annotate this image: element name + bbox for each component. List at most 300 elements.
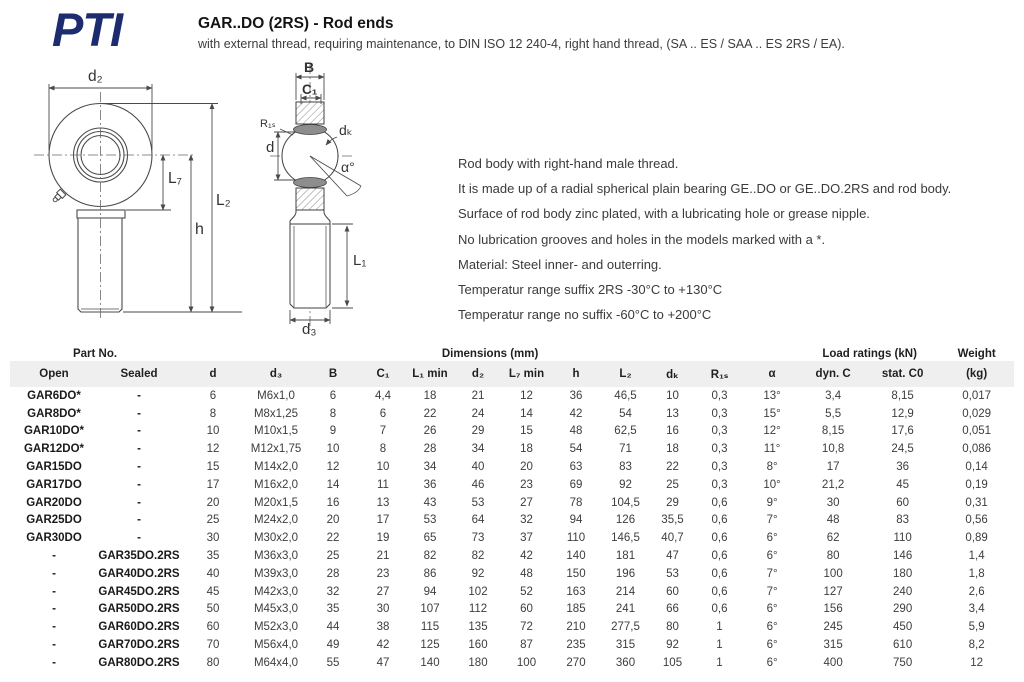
table-cell: 94 xyxy=(569,514,583,527)
table-cell: 100 xyxy=(516,656,537,669)
table-cell: 21 xyxy=(376,550,390,563)
table-cell: 235 xyxy=(566,639,586,652)
table-cell: 22 xyxy=(666,461,679,474)
part-number-cell: - xyxy=(137,461,141,474)
table-cell: 21,2 xyxy=(821,478,845,491)
table-cell: 240 xyxy=(893,585,913,598)
front-view-drawing xyxy=(30,60,270,330)
table-cell: 28 xyxy=(326,567,340,580)
table-cell: 12,9 xyxy=(891,407,914,420)
dim-label-d3: d₃ xyxy=(302,321,317,337)
table-row xyxy=(10,565,1014,583)
table-cell: 8,15 xyxy=(891,389,914,402)
table-cell: 78 xyxy=(569,496,583,509)
table-cell: 27 xyxy=(376,585,390,598)
table-cell: 42 xyxy=(569,407,583,420)
table-cell: 46 xyxy=(471,478,485,491)
dim-label-d: d xyxy=(266,139,275,156)
table-cell: 0,086 xyxy=(962,443,992,456)
table-cell: 18 xyxy=(666,443,679,456)
table-cell: 180 xyxy=(893,567,913,580)
table-cell: 7 xyxy=(379,425,387,438)
table-column-header: dₖ xyxy=(650,361,695,387)
part-number-cell: - xyxy=(52,639,56,652)
table-cell: 45 xyxy=(896,478,910,491)
table-cell: 46,5 xyxy=(614,389,637,402)
table-cell: 92 xyxy=(619,478,632,491)
table-cell: 65 xyxy=(423,532,437,545)
table-column-header: stat. C0 xyxy=(866,361,939,387)
table-cell: 214 xyxy=(615,585,636,598)
table-row xyxy=(10,440,1014,458)
table-cell: 0,6 xyxy=(711,567,728,580)
table-cell: 52 xyxy=(520,585,533,598)
table-cell: 6° xyxy=(766,656,778,669)
table-cell: 6° xyxy=(766,532,778,545)
part-number-cell: GAR30DO xyxy=(26,532,82,545)
table-cell: 6 xyxy=(329,389,337,402)
table-cell: 83 xyxy=(896,514,910,527)
table-cell: 17 xyxy=(376,514,390,527)
table-cell: 94 xyxy=(423,585,437,598)
description-line: Material: Steel inner- and outerring. xyxy=(458,256,662,272)
table-column-header: d₃ xyxy=(246,361,306,387)
table-cell: 80 xyxy=(206,656,220,669)
table-cell: 0,3 xyxy=(711,389,728,402)
table-cell: 8 xyxy=(329,407,337,420)
table-cell: 0,3 xyxy=(711,478,728,491)
table-column-header: L₁ min xyxy=(406,361,454,387)
table-cell: M20x1,5 xyxy=(253,496,299,509)
table-group-header: Dimensions (mm) xyxy=(180,346,800,361)
table-cell: 6° xyxy=(766,639,778,652)
table-cell: 0,19 xyxy=(965,478,988,491)
table-cell: M6x1,0 xyxy=(257,389,295,402)
table-cell: 10 xyxy=(666,389,679,402)
table-cell: 43 xyxy=(423,496,437,509)
table-cell: 18 xyxy=(520,443,533,456)
specs-table-body xyxy=(10,387,1014,672)
table-cell: 8 xyxy=(379,443,387,456)
table-cell: 40 xyxy=(471,461,485,474)
dim-label-L1: L₁ xyxy=(353,252,367,269)
table-cell: 9 xyxy=(329,425,337,438)
table-cell: 210 xyxy=(566,621,586,634)
table-cell: M56x4,0 xyxy=(253,639,299,652)
table-cell: 17,6 xyxy=(891,425,914,438)
part-number-cell: GAR70DO.2RS xyxy=(98,639,180,652)
table-cell: 245 xyxy=(823,621,843,634)
table-cell: 315 xyxy=(823,639,843,652)
table-cell: 29 xyxy=(471,425,485,438)
table-cell: 105 xyxy=(662,656,683,669)
table-cell: 181 xyxy=(615,550,636,563)
part-number-cell: - xyxy=(52,567,56,580)
table-cell: 50 xyxy=(206,603,220,616)
part-number-cell: GAR17DO xyxy=(26,478,82,491)
specs-table xyxy=(10,346,1014,672)
table-cell: 72 xyxy=(520,621,533,634)
table-cell: 71 xyxy=(619,443,632,456)
table-cell: 44 xyxy=(326,621,340,634)
table-row xyxy=(10,601,1014,619)
table-cell: 24 xyxy=(471,407,485,420)
table-cell: 196 xyxy=(615,567,636,580)
table-cell: 277,5 xyxy=(611,621,640,634)
table-column-header: L₂ xyxy=(601,361,650,387)
table-cell: 60 xyxy=(206,621,220,634)
table-cell: 7° xyxy=(766,514,778,527)
table-cell: 126 xyxy=(615,514,636,527)
table-cell: 11 xyxy=(377,478,389,491)
product-description xyxy=(458,151,1018,327)
table-cell: 1 xyxy=(716,656,723,669)
table-cell: 66 xyxy=(666,603,679,616)
table-cell: 40,7 xyxy=(661,532,684,545)
table-cell: 32 xyxy=(326,585,340,598)
table-column-header: d xyxy=(180,361,246,387)
table-cell: 20 xyxy=(206,496,220,509)
part-number-cell: - xyxy=(52,621,56,634)
table-cell: 160 xyxy=(468,639,488,652)
table-cell: 14 xyxy=(326,478,340,491)
table-row xyxy=(10,476,1014,494)
table-cell: 28 xyxy=(423,443,437,456)
table-cell: M24x2,0 xyxy=(253,514,299,527)
table-cell: 92 xyxy=(471,567,485,580)
table-cell: 63 xyxy=(569,461,583,474)
table-cell: 35 xyxy=(326,603,340,616)
table-cell: 19 xyxy=(376,532,390,545)
table-cell: 49 xyxy=(326,639,340,652)
table-cell: 185 xyxy=(566,603,586,616)
dim-label-L7: L₇ xyxy=(168,170,182,187)
table-cell: 100 xyxy=(823,567,843,580)
table-column-row xyxy=(10,361,1014,387)
table-cell: 82 xyxy=(423,550,437,563)
table-cell: 6° xyxy=(766,550,778,563)
table-cell: M12x1,75 xyxy=(250,443,302,456)
table-cell: 4,4 xyxy=(375,389,391,402)
table-cell: 1 xyxy=(716,621,723,634)
table-cell: 22 xyxy=(326,532,340,545)
description-line: It is made up of a radial spherical plain bearing GE..DO or GE..DO.2RS and rod body. xyxy=(458,181,952,197)
table-column-header: L₇ min xyxy=(502,361,551,387)
table-cell: 0,3 xyxy=(711,425,728,438)
table-column-header: α xyxy=(744,361,800,387)
part-number-cell: GAR6DO* xyxy=(27,389,81,402)
section-view-drawing xyxy=(240,52,455,337)
table-cell: 48 xyxy=(569,425,583,438)
table-cell: 112 xyxy=(468,603,488,616)
table-cell: 37 xyxy=(520,532,533,545)
table-cell: 29 xyxy=(666,496,679,509)
table-cell: M36x3,0 xyxy=(253,550,299,563)
table-cell: 0,3 xyxy=(711,443,728,456)
table-cell: 6° xyxy=(766,621,778,634)
part-number-cell: - xyxy=(137,514,141,527)
table-row xyxy=(10,512,1014,530)
table-cell: 0,56 xyxy=(965,514,988,527)
dim-label-d2: d₂ xyxy=(88,68,103,85)
table-cell: 0,6 xyxy=(711,550,728,563)
table-cell: 64 xyxy=(471,514,485,527)
table-group-row xyxy=(10,346,1014,361)
table-cell: 1,4 xyxy=(968,550,985,563)
table-cell: 60 xyxy=(896,496,910,509)
table-cell: 0,6 xyxy=(711,496,728,509)
table-cell: M42x3,0 xyxy=(253,585,299,598)
table-cell: 3,4 xyxy=(968,603,985,616)
table-cell: 73 xyxy=(471,532,485,545)
table-cell: 0,3 xyxy=(711,407,728,420)
table-cell: 110 xyxy=(566,532,586,545)
table-cell: 60 xyxy=(520,603,533,616)
table-cell: 45 xyxy=(206,585,220,598)
part-number-cell: GAR60DO.2RS xyxy=(98,621,180,634)
table-cell: 10 xyxy=(376,461,390,474)
table-cell: 1,8 xyxy=(968,567,985,580)
table-cell: 0,029 xyxy=(962,407,992,420)
table-cell: 0,3 xyxy=(711,461,728,474)
part-number-cell: GAR80DO.2RS xyxy=(98,656,180,669)
table-cell: 163 xyxy=(566,585,586,598)
table-row xyxy=(10,636,1014,654)
table-row xyxy=(10,458,1014,476)
table-cell: 25 xyxy=(326,550,340,563)
dim-label-alpha: α° xyxy=(341,159,355,175)
table-cell: M14x2,0 xyxy=(253,461,299,474)
table-cell: 14 xyxy=(520,407,533,420)
table-cell: 48 xyxy=(520,567,533,580)
part-number-cell: GAR25DO xyxy=(26,514,82,527)
table-cell: 13 xyxy=(376,496,390,509)
table-cell: 400 xyxy=(823,656,843,669)
dim-label-dk: dₖ xyxy=(339,122,353,138)
table-cell: 125 xyxy=(420,639,440,652)
part-number-cell: - xyxy=(137,478,141,491)
table-cell: 9° xyxy=(766,496,778,509)
table-cell: M39x3,0 xyxy=(253,567,299,580)
table-cell: 107 xyxy=(420,603,440,616)
table-cell: 104,5 xyxy=(611,496,640,509)
table-cell: 0,6 xyxy=(711,603,728,616)
table-cell: 32 xyxy=(520,514,533,527)
table-cell: 0,017 xyxy=(962,389,992,402)
part-number-cell: - xyxy=(137,389,141,402)
table-cell: 24,5 xyxy=(891,443,914,456)
table-group-header: Weight xyxy=(939,346,1014,361)
table-cell: 16 xyxy=(666,425,679,438)
description-line: Temperatur range suffix 2RS -30°C to +130°C xyxy=(458,282,723,298)
table-cell: 1 xyxy=(716,639,723,652)
table-cell: 10° xyxy=(763,478,781,491)
part-number-cell: - xyxy=(137,496,141,509)
table-cell: 12° xyxy=(763,425,781,438)
table-cell: 53 xyxy=(423,514,437,527)
table-cell: 54 xyxy=(569,443,583,456)
table-cell: 60 xyxy=(666,585,679,598)
table-cell: 127 xyxy=(823,585,843,598)
table-cell: 15° xyxy=(763,407,781,420)
table-cell: 35,5 xyxy=(661,514,684,527)
table-cell: 8° xyxy=(766,461,778,474)
table-cell: M16x2,0 xyxy=(253,478,299,491)
table-cell: 315 xyxy=(615,639,636,652)
table-cell: 12 xyxy=(970,656,984,669)
part-number-cell: GAR20DO xyxy=(26,496,82,509)
table-cell: 21 xyxy=(471,389,485,402)
part-number-cell: GAR12DO* xyxy=(23,443,85,456)
dim-label-L2: L₂ xyxy=(216,192,231,209)
pti-logo: PTI xyxy=(52,3,123,56)
part-number-cell: GAR50DO.2RS xyxy=(98,603,180,616)
table-row xyxy=(10,423,1014,441)
table-cell: 12 xyxy=(520,389,533,402)
table-cell: 62 xyxy=(826,532,840,545)
table-cell: 11° xyxy=(763,443,781,456)
table-cell: 54 xyxy=(619,407,632,420)
table-cell: 135 xyxy=(468,621,488,634)
table-column-header: B xyxy=(306,361,360,387)
table-column-header: d₂ xyxy=(454,361,502,387)
table-cell: 30 xyxy=(206,532,220,545)
description-line: Rod body with right-hand male thread. xyxy=(458,156,679,171)
table-cell: 25 xyxy=(666,478,679,491)
part-number-cell: GAR15DO xyxy=(26,461,82,474)
table-cell: 0,89 xyxy=(965,532,988,545)
table-cell: 0,31 xyxy=(965,496,988,509)
page-title: GAR..DO (2RS) - Rod ends xyxy=(198,15,394,32)
dim-label-C1: C₁ xyxy=(302,82,318,97)
table-cell: 750 xyxy=(893,656,913,669)
table-cell: 86 xyxy=(423,567,437,580)
table-cell: 30 xyxy=(376,603,390,616)
table-cell: 53 xyxy=(471,496,485,509)
table-cell: 10 xyxy=(326,443,340,456)
table-cell: 34 xyxy=(423,461,437,474)
table-cell: 3,4 xyxy=(825,389,842,402)
table-cell: 55 xyxy=(326,656,340,669)
table-cell: 13° xyxy=(763,389,781,402)
table-cell: 146 xyxy=(893,550,913,563)
table-cell: 7° xyxy=(766,585,778,598)
table-cell: 0,6 xyxy=(711,532,728,545)
table-cell: 13 xyxy=(666,407,679,420)
part-number-cell: - xyxy=(137,532,141,545)
table-cell: 140 xyxy=(566,550,586,563)
table-cell: 115 xyxy=(420,621,440,634)
table-cell: 5,9 xyxy=(968,621,985,634)
table-cell: 20 xyxy=(326,514,340,527)
table-cell: 110 xyxy=(893,532,912,545)
part-number-cell: GAR45DO.2RS xyxy=(98,585,180,598)
table-cell: 53 xyxy=(666,567,679,580)
table-cell: 610 xyxy=(893,639,913,652)
table-cell: 30 xyxy=(826,496,840,509)
table-cell: 12 xyxy=(326,461,340,474)
table-cell: 5,5 xyxy=(825,407,842,420)
table-cell: 10 xyxy=(206,425,220,438)
table-cell: M8x1,25 xyxy=(253,407,299,420)
table-cell: 156 xyxy=(823,603,843,616)
table-row xyxy=(10,654,1014,672)
table-cell: 450 xyxy=(893,621,913,634)
table-cell: M64x4,0 xyxy=(253,656,299,669)
table-cell: 36 xyxy=(423,478,437,491)
table-cell: 17 xyxy=(206,478,220,491)
table-cell: M30x2,0 xyxy=(253,532,299,545)
table-column-header: C₁ xyxy=(360,361,406,387)
table-column-header: dyn. C xyxy=(800,361,866,387)
table-cell: 12 xyxy=(206,443,220,456)
part-number-cell: - xyxy=(137,443,141,456)
table-cell: 70 xyxy=(206,639,220,652)
part-number-cell: - xyxy=(137,407,141,420)
table-column-header: R₁ₛ xyxy=(695,361,744,387)
table-cell: 34 xyxy=(471,443,485,456)
part-number-cell: - xyxy=(52,585,56,598)
table-cell: 8 xyxy=(209,407,217,420)
table-cell: 6 xyxy=(379,407,387,420)
dim-label-h: h xyxy=(195,221,204,238)
table-cell: 17 xyxy=(826,461,840,474)
table-cell: 38 xyxy=(376,621,390,634)
table-cell: 16 xyxy=(326,496,340,509)
table-cell: 6 xyxy=(209,389,217,402)
table-cell: 82 xyxy=(471,550,485,563)
table-cell: 0,6 xyxy=(711,585,728,598)
table-cell: M45x3,0 xyxy=(253,603,299,616)
table-row xyxy=(10,387,1014,405)
part-number-cell: GAR40DO.2RS xyxy=(98,567,180,580)
table-cell: 92 xyxy=(666,639,679,652)
table-cell: 22 xyxy=(423,407,437,420)
table-column-header: h xyxy=(551,361,601,387)
table-cell: 140 xyxy=(420,656,440,669)
table-group-header: Load ratings (kN) xyxy=(800,346,939,361)
page-subtitle: with external thread, requiring maintenance, to DIN ISO 12 240-4, right hand thread, (SA .. ES / SAA .. ES 2RS / EA). xyxy=(198,37,845,51)
description-line: Surface of rod body zinc plated, with a lubricating hole or grease nipple. xyxy=(458,206,870,222)
table-cell: 102 xyxy=(468,585,488,598)
description-line: Temperatur range no suffix -60°C to +200°C xyxy=(458,307,712,323)
table-cell: 180 xyxy=(468,656,488,669)
table-cell: 8,2 xyxy=(968,639,985,652)
table-cell: 62,5 xyxy=(614,425,637,438)
table-cell: 6° xyxy=(766,603,778,616)
table-column-header: Open xyxy=(10,361,98,387)
table-row xyxy=(10,547,1014,565)
specs-table-head xyxy=(10,346,1014,387)
table-cell: 27 xyxy=(520,496,533,509)
table-row xyxy=(10,618,1014,636)
table-cell: 80 xyxy=(826,550,840,563)
table-cell: 47 xyxy=(666,550,679,563)
part-number-cell: - xyxy=(52,603,56,616)
table-cell: M52x3,0 xyxy=(253,621,299,634)
table-cell: 40 xyxy=(206,567,220,580)
dim-label-R1s: R₁ₛ xyxy=(260,118,276,130)
table-row xyxy=(10,583,1014,601)
table-row xyxy=(10,405,1014,423)
table-cell: 0,14 xyxy=(965,461,988,474)
table-cell: 7° xyxy=(766,567,778,580)
table-cell: 26 xyxy=(423,425,437,438)
table-cell: 10,8 xyxy=(821,443,845,456)
part-number-cell: GAR35DO.2RS xyxy=(98,550,180,563)
table-cell: 270 xyxy=(566,656,586,669)
table-cell: 241 xyxy=(615,603,636,616)
